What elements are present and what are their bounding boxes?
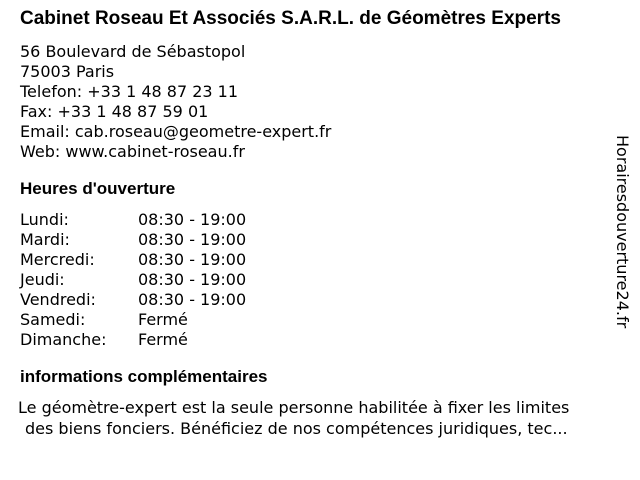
- day-label: Samedi:: [20, 310, 86, 329]
- time-value: 08:30 - 19:00: [138, 270, 247, 289]
- day-label: Lundi:: [20, 210, 69, 229]
- business-card: [20, 8, 600, 439]
- hours-row-friday: [20, 290, 600, 310]
- info-line-1: Le géomètre-expert est la seule personne habilitée à fixer les limites: [18, 398, 570, 417]
- hours-row-thursday: [20, 270, 600, 290]
- website-address: Web: www.cabinet-roseau.fr: [20, 142, 245, 161]
- additional-info-text: [18, 397, 618, 439]
- watermark-text: Horairesdouverture24.fr: [613, 135, 632, 329]
- time-value: 08:30 - 19:00: [138, 290, 247, 309]
- time-value: 08:30 - 19:00: [138, 210, 247, 229]
- hours-row-sunday: [20, 330, 600, 350]
- hours-row-monday: [20, 210, 600, 230]
- day-label: Vendredi:: [20, 290, 96, 309]
- additional-info-heading: informations complémentaires: [20, 367, 268, 386]
- day-label: Dimanche:: [20, 330, 107, 349]
- email-address: Email: cab.roseau@geometre-expert.fr: [20, 122, 332, 141]
- hours-row-wednesday: [20, 250, 600, 270]
- time-value: Fermé: [138, 330, 188, 349]
- info-line-2: des biens fonciers. Bénéficiez de nos compétences juridiques, tec...: [25, 419, 568, 438]
- day-label: Mercredi:: [20, 250, 95, 269]
- time-value: 08:30 - 19:00: [138, 250, 247, 269]
- hours-row-saturday: [20, 310, 600, 330]
- time-value: Fermé: [138, 310, 188, 329]
- opening-hours-heading: Heures d'ouverture: [20, 179, 176, 198]
- business-title: Cabinet Roseau Et Associés S.A.R.L. de Géomètres Experts: [20, 8, 561, 29]
- address-block: [20, 42, 600, 162]
- phone-number: Telefon: +33 1 48 87 23 11: [20, 82, 239, 101]
- time-value: 08:30 - 19:00: [138, 230, 247, 249]
- street-address: 56 Boulevard de Sébastopol: [20, 42, 246, 61]
- site-watermark: [612, 135, 632, 345]
- city-address: 75003 Paris: [20, 62, 115, 81]
- fax-number: Fax: +33 1 48 87 59 01: [20, 102, 209, 121]
- day-label: Mardi:: [20, 230, 70, 249]
- day-label: Jeudi:: [20, 270, 65, 289]
- hours-row-tuesday: [20, 230, 600, 250]
- opening-hours-table: [20, 210, 600, 350]
